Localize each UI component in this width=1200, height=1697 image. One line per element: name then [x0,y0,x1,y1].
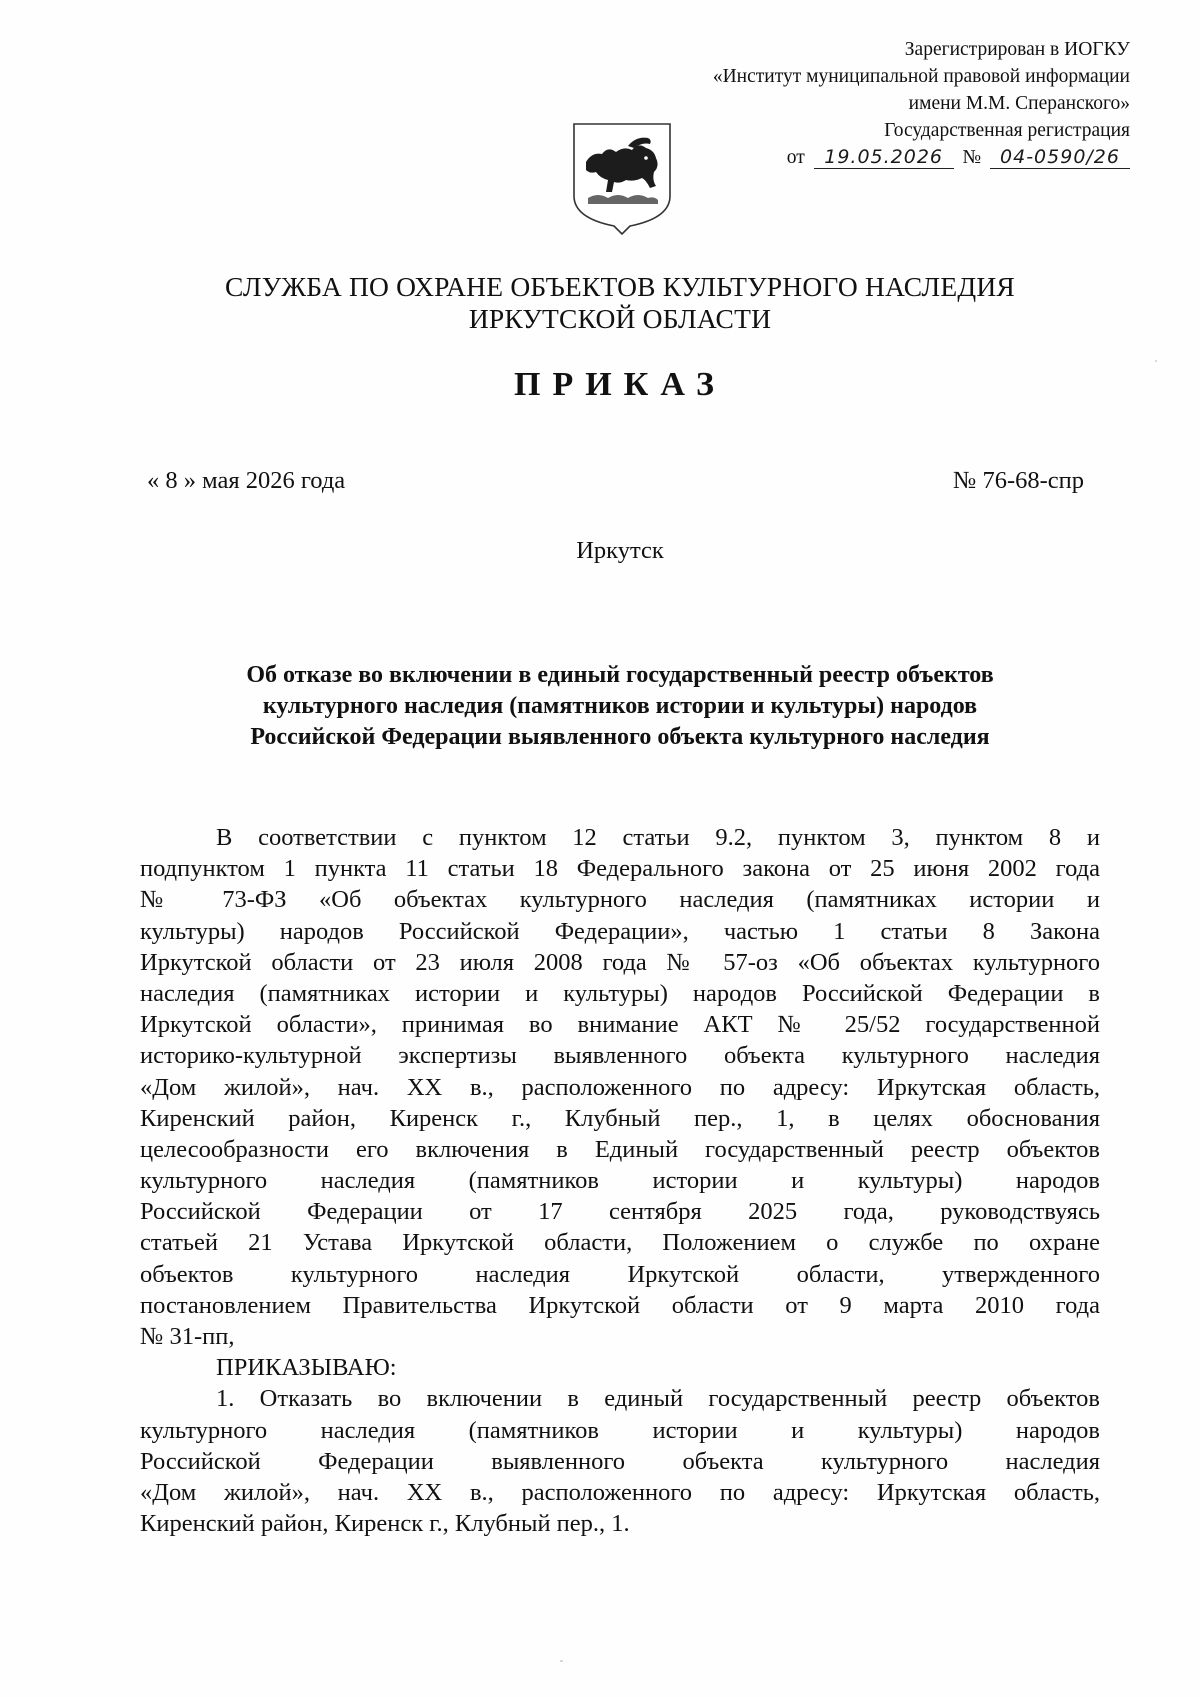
registration-stamp [610,36,1130,171]
preamble-line: «Дом жилой», нач. XX в., расположенного по адресу: Иркутская область, [140,1073,1100,1101]
preamble-line: культуры) народов Российской Федерации», частью 1 статьи 8 Закона [140,917,1100,945]
preamble-line: № 31-пп, [140,1323,235,1350]
registration-number-prefix: № [962,147,982,168]
city: Иркутск [576,537,664,564]
item1-line: 1. Отказать во включении в единый государственный реестр объектов [216,1385,1100,1413]
registration-line-1: Зарегистрирован в ИОГКУ [904,39,1130,60]
document-title [150,660,1090,753]
order-word: ПРИКАЗЫВАЮ: [216,1354,397,1382]
registration-line-2: «Институт муниципальной правовой информации [712,66,1130,87]
title-line-3: Российской Федерации выявленного объекта культурного наследия [250,724,990,750]
registration-number: 04-0590/26 [990,146,1130,169]
preamble-line: наследия (памятниках истории и культуры) народов Российской Федерации в [140,979,1100,1007]
registration-date-number-line [610,144,1130,171]
preamble-line: Иркутской области от 23 июля 2008 года № 57-оз «Об объектах культурного [140,948,1100,976]
title-line-2: культурного наследия (памятников истории и культуры) народов [262,693,978,719]
agency-name-line-1: СЛУЖБА ПО ОХРАНЕ ОБЪЕКТОВ КУЛЬТУРНОГО НАСЛЕДИЯ [225,271,1015,302]
title-line-1: Об отказе во включении в единый государственный реестр объектов [246,662,994,688]
item1-line: «Дом жилой», нач. XX в., расположенного по адресу: Иркутская область, [140,1478,1100,1506]
preamble-line: статьей 21 Устава Иркутской области, Положением о службе по охране [140,1229,1100,1257]
registration-date: 19.05.2026 [814,146,954,169]
item1-line: Киренский район, Киренск г., Клубный пер., 1. [140,1510,630,1538]
preamble-line: № 73-ФЗ «Об объектах культурного наследия (памятниках истории и [140,886,1100,914]
preamble-line: В соответствии с пунктом 12 статьи 9.2, пунктом 3, пунктом 8 и [216,824,1100,851]
order-number: № 76-68-спр [952,467,1084,494]
agency-name-line-2: ИРКУТСКОЙ ОБЛАСТИ [468,303,772,334]
coat-of-arms-icon [568,118,676,238]
preamble-line: историко-культурной экспертизы выявленного объекта культурного наследия [140,1042,1100,1070]
registration-line-4: Государственная регистрация [884,120,1130,141]
order-item-1 [140,1383,1100,1539]
document-type: ПРИКАЗ [514,366,726,403]
preamble-line: постановлением Правительства Иркутской области от 9 марта 2010 года [140,1291,1100,1319]
agency-name [0,271,1200,335]
preamble-paragraph [140,822,1100,1352]
preamble-line: подпунктом 1 пункта 11 статьи 18 Федерального закона от 25 июня 2002 года [140,855,1100,883]
preamble-line: объектов культурного наследия Иркутской области, утвержденного [140,1260,1100,1288]
scan-speck [560,1660,563,1662]
preamble-line: целесообразности его включения в Единый государственный реестр объектов [140,1135,1100,1163]
preamble-line: Российской Федерации от 17 сентября 2025 года, руководствуясь [140,1198,1100,1226]
preamble-line: Иркутской области», принимая во внимание АКТ № 25/52 государственной [140,1011,1100,1039]
document-body [140,822,1100,1539]
order-date: « 8 » мая 2026 года [147,467,346,494]
preamble-line: Киренский район, Киренск г., Клубный пер., 1, в целях обоснования [140,1104,1100,1132]
item1-line: культурного наследия (памятников истории и культуры) народов [140,1416,1100,1444]
registration-date-prefix: от [786,147,805,168]
item1-line: Российской Федерации выявленного объекта культурного наследия [140,1447,1100,1475]
scan-speck [1155,360,1157,362]
preamble-line: культурного наследия (памятников истории и культуры) народов [140,1167,1100,1195]
registration-line-3: имени М.М. Сперанского» [908,93,1130,114]
